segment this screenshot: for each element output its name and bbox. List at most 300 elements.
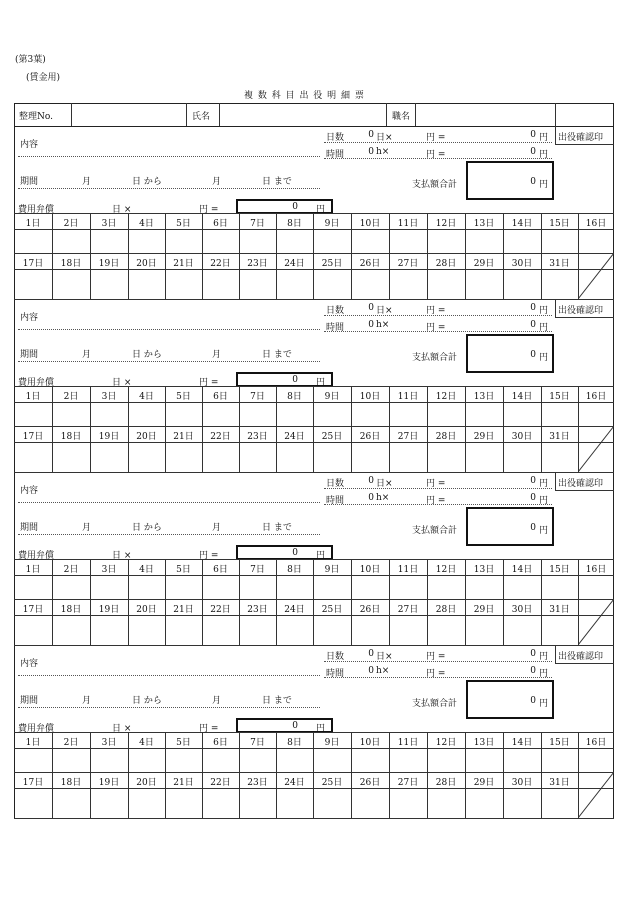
day-cell[interactable] bbox=[465, 402, 503, 426]
nissu-label: 日数 bbox=[326, 306, 345, 316]
day-cell[interactable] bbox=[52, 788, 90, 818]
header-divider bbox=[555, 103, 556, 126]
day-label: 26日 bbox=[359, 778, 381, 788]
jikan-amount-unit: 円 bbox=[539, 323, 549, 333]
kikan-month-2: 月 bbox=[212, 350, 222, 360]
day-label: 15日 bbox=[549, 392, 570, 402]
day-label: 30日 bbox=[511, 605, 533, 615]
jikan-unit: h× bbox=[376, 666, 390, 676]
day-cell[interactable] bbox=[202, 575, 239, 599]
day-label: 24日 bbox=[284, 259, 305, 269]
jikan-value: 0 bbox=[368, 493, 374, 503]
day-cell[interactable] bbox=[313, 269, 351, 299]
hiyo-amount: 0 bbox=[292, 202, 298, 212]
day-label: 2日 bbox=[63, 738, 79, 748]
day-label: 24日 bbox=[284, 432, 305, 442]
day-cell[interactable] bbox=[578, 402, 614, 426]
day-label: 21日 bbox=[173, 605, 194, 615]
day-label: 7日 bbox=[250, 392, 265, 402]
nissu-underline bbox=[324, 315, 552, 316]
day-cell[interactable] bbox=[427, 442, 465, 472]
jikan-label: 時間 bbox=[326, 150, 345, 160]
day-cell[interactable] bbox=[313, 615, 351, 645]
nissu-value: 0 bbox=[368, 303, 374, 313]
nissu-label: 日数 bbox=[326, 652, 345, 662]
slash-line bbox=[578, 599, 614, 645]
day-label: 27日 bbox=[397, 432, 419, 442]
day-cell[interactable] bbox=[389, 229, 427, 253]
day-cell[interactable] bbox=[52, 748, 90, 772]
total-value: 0 bbox=[530, 696, 536, 706]
grid-line bbox=[14, 818, 614, 819]
hiyo-days: 日 × bbox=[112, 205, 132, 215]
day-label: 11日 bbox=[397, 738, 419, 748]
kikan-month-2: 月 bbox=[212, 696, 222, 706]
day-cell[interactable] bbox=[239, 748, 276, 772]
day-cell[interactable] bbox=[351, 442, 389, 472]
day-label: 28日 bbox=[435, 605, 457, 615]
day-cell[interactable] bbox=[313, 575, 351, 599]
confirm-label: 出役確認印 bbox=[558, 479, 604, 489]
nissu-value: 0 bbox=[368, 476, 374, 486]
day-cell[interactable] bbox=[276, 229, 313, 253]
day-cell[interactable] bbox=[90, 615, 128, 645]
naiyo-underline bbox=[18, 675, 320, 676]
day-label: 6日 bbox=[213, 565, 228, 575]
day-cell[interactable] bbox=[202, 788, 239, 818]
jikan-underline bbox=[324, 677, 552, 678]
jikan-amount-unit: 円 bbox=[539, 150, 549, 160]
day-label: 9日 bbox=[324, 392, 340, 402]
empty-cell-slash bbox=[578, 772, 614, 818]
day-cell[interactable] bbox=[313, 442, 351, 472]
day-label: 28日 bbox=[435, 432, 457, 442]
day-label: 25日 bbox=[321, 778, 343, 788]
total-label: 支払額合計 bbox=[412, 180, 458, 190]
day-cell[interactable] bbox=[14, 575, 52, 599]
kikan-label: 期間 bbox=[20, 350, 39, 360]
day-cell[interactable] bbox=[128, 615, 165, 645]
jikan-underline bbox=[324, 504, 552, 505]
day-cell[interactable] bbox=[578, 748, 614, 772]
day-label: 26日 bbox=[359, 259, 381, 269]
day-label: 7日 bbox=[250, 738, 265, 748]
kikan-month-2: 月 bbox=[212, 177, 222, 187]
day-cell[interactable] bbox=[276, 442, 313, 472]
day-label: 25日 bbox=[321, 432, 343, 442]
day-label: 19日 bbox=[98, 432, 120, 442]
day-cell[interactable] bbox=[165, 442, 202, 472]
jikan-label: 時間 bbox=[326, 669, 345, 679]
hiyo-amount-unit: 円 bbox=[316, 551, 326, 561]
day-label: 23日 bbox=[247, 432, 268, 442]
day-label: 8日 bbox=[287, 565, 302, 575]
day-label: 6日 bbox=[213, 392, 228, 402]
day-cell[interactable] bbox=[128, 402, 165, 426]
day-cell[interactable] bbox=[276, 788, 313, 818]
day-cell[interactable] bbox=[389, 615, 427, 645]
kikan-day-2: 日 まで bbox=[262, 350, 292, 360]
kikan-day-2: 日 まで bbox=[262, 523, 292, 533]
day-cell[interactable] bbox=[503, 229, 541, 253]
day-cell[interactable] bbox=[313, 788, 351, 818]
day-label: 23日 bbox=[247, 259, 268, 269]
day-cell[interactable] bbox=[52, 229, 90, 253]
day-cell[interactable] bbox=[239, 402, 276, 426]
day-cell[interactable] bbox=[276, 402, 313, 426]
hiyo-amount: 0 bbox=[292, 721, 298, 731]
day-cell[interactable] bbox=[578, 229, 614, 253]
kikan-label: 期間 bbox=[20, 696, 39, 706]
day-label: 13日 bbox=[473, 219, 495, 229]
kikan-month-1: 月 bbox=[82, 177, 92, 187]
day-cell[interactable] bbox=[239, 575, 276, 599]
day-label: 5日 bbox=[176, 565, 191, 575]
day-cell[interactable] bbox=[503, 575, 541, 599]
day-cell[interactable] bbox=[239, 615, 276, 645]
day-cell[interactable] bbox=[90, 402, 128, 426]
kikan-month-1: 月 bbox=[82, 696, 92, 706]
day-cell[interactable] bbox=[351, 269, 389, 299]
kikan-label: 期間 bbox=[20, 177, 39, 187]
day-cell[interactable] bbox=[427, 575, 465, 599]
day-cell[interactable] bbox=[128, 229, 165, 253]
day-label: 16日 bbox=[585, 219, 607, 229]
total-unit: 円 bbox=[539, 180, 549, 190]
hiyo-yen: 円 = bbox=[199, 551, 219, 561]
day-label: 3日 bbox=[101, 565, 117, 575]
day-cell[interactable] bbox=[351, 402, 389, 426]
day-cell[interactable] bbox=[427, 788, 465, 818]
day-label: 18日 bbox=[60, 432, 82, 442]
day-cell[interactable] bbox=[14, 269, 52, 299]
header-divider bbox=[71, 103, 72, 126]
jikan-value: 0 bbox=[368, 320, 374, 330]
day-cell[interactable] bbox=[165, 575, 202, 599]
jikan-amount: 0 bbox=[530, 666, 536, 676]
day-cell[interactable] bbox=[389, 442, 427, 472]
day-label: 31日 bbox=[549, 259, 570, 269]
day-cell[interactable] bbox=[541, 229, 578, 253]
day-cell[interactable] bbox=[503, 788, 541, 818]
hiyo-label: 費用弁償 bbox=[18, 205, 55, 215]
jikan-amount-unit: 円 bbox=[539, 496, 549, 506]
total-value: 0 bbox=[530, 523, 536, 533]
day-cell[interactable] bbox=[90, 442, 128, 472]
day-cell[interactable] bbox=[427, 402, 465, 426]
day-cell[interactable] bbox=[427, 748, 465, 772]
day-cell[interactable] bbox=[541, 748, 578, 772]
day-cell[interactable] bbox=[541, 575, 578, 599]
day-cell[interactable] bbox=[541, 615, 578, 645]
day-cell[interactable] bbox=[90, 269, 128, 299]
day-label: 13日 bbox=[473, 565, 495, 575]
day-cell[interactable] bbox=[52, 402, 90, 426]
day-cell[interactable] bbox=[578, 575, 614, 599]
day-label: 27日 bbox=[397, 605, 419, 615]
grid-line bbox=[14, 772, 614, 773]
day-cell[interactable] bbox=[202, 269, 239, 299]
day-cell[interactable] bbox=[14, 615, 52, 645]
day-cell[interactable] bbox=[165, 229, 202, 253]
day-label: 22日 bbox=[210, 605, 231, 615]
day-label: 25日 bbox=[321, 259, 343, 269]
day-cell[interactable] bbox=[128, 442, 165, 472]
day-label: 1日 bbox=[25, 565, 41, 575]
day-label: 18日 bbox=[60, 259, 82, 269]
day-cell[interactable] bbox=[14, 442, 52, 472]
day-cell[interactable] bbox=[276, 575, 313, 599]
hiyo-label: 費用弁償 bbox=[18, 724, 55, 734]
empty-cell-slash bbox=[578, 253, 614, 299]
day-label: 23日 bbox=[247, 778, 268, 788]
hiyo-yen: 円 = bbox=[199, 205, 219, 215]
day-label: 8日 bbox=[287, 738, 302, 748]
empty-cell-slash bbox=[578, 599, 614, 645]
day-cell[interactable] bbox=[52, 269, 90, 299]
jikan-value: 0 bbox=[368, 147, 374, 157]
day-label: 23日 bbox=[247, 605, 268, 615]
day-cell[interactable] bbox=[202, 442, 239, 472]
day-label: 12日 bbox=[435, 738, 457, 748]
day-label: 29日 bbox=[473, 605, 495, 615]
day-cell[interactable] bbox=[465, 788, 503, 818]
day-cell[interactable] bbox=[427, 615, 465, 645]
day-label: 11日 bbox=[397, 219, 419, 229]
day-cell[interactable] bbox=[165, 748, 202, 772]
kikan-day-1: 日 から bbox=[132, 696, 162, 706]
day-cell[interactable] bbox=[90, 575, 128, 599]
confirm-underline bbox=[555, 663, 614, 664]
kikan-month-2: 月 bbox=[212, 523, 222, 533]
jikan-amount: 0 bbox=[530, 147, 536, 157]
day-cell[interactable] bbox=[14, 788, 52, 818]
day-cell[interactable] bbox=[465, 575, 503, 599]
day-label: 6日 bbox=[213, 738, 228, 748]
shokumei-label: 職名 bbox=[392, 112, 411, 122]
day-cell[interactable] bbox=[351, 615, 389, 645]
day-label: 24日 bbox=[284, 778, 305, 788]
day-cell[interactable] bbox=[503, 748, 541, 772]
day-cell[interactable] bbox=[313, 748, 351, 772]
day-cell[interactable] bbox=[503, 402, 541, 426]
day-label: 10日 bbox=[359, 219, 381, 229]
day-cell[interactable] bbox=[541, 402, 578, 426]
day-cell[interactable] bbox=[427, 269, 465, 299]
day-label: 28日 bbox=[435, 778, 457, 788]
day-cell[interactable] bbox=[239, 442, 276, 472]
day-label: 12日 bbox=[435, 565, 457, 575]
day-label: 2日 bbox=[63, 219, 79, 229]
day-cell[interactable] bbox=[427, 229, 465, 253]
day-cell[interactable] bbox=[90, 748, 128, 772]
day-cell[interactable] bbox=[239, 229, 276, 253]
day-cell[interactable] bbox=[165, 615, 202, 645]
day-cell[interactable] bbox=[128, 748, 165, 772]
day-label: 27日 bbox=[397, 778, 419, 788]
naiyo-underline bbox=[18, 502, 320, 503]
day-cell[interactable] bbox=[276, 748, 313, 772]
day-label: 31日 bbox=[549, 432, 570, 442]
hiyo-amount-unit: 円 bbox=[316, 378, 326, 388]
day-cell[interactable] bbox=[202, 748, 239, 772]
day-cell[interactable] bbox=[465, 442, 503, 472]
day-cell[interactable] bbox=[14, 229, 52, 253]
day-cell[interactable] bbox=[503, 615, 541, 645]
confirm-divider bbox=[555, 299, 556, 317]
day-cell[interactable] bbox=[14, 402, 52, 426]
day-label: 29日 bbox=[473, 259, 495, 269]
day-cell[interactable] bbox=[276, 615, 313, 645]
day-cell[interactable] bbox=[313, 229, 351, 253]
day-cell[interactable] bbox=[90, 788, 128, 818]
hiyo-days: 日 × bbox=[112, 724, 132, 734]
day-cell[interactable] bbox=[202, 229, 239, 253]
day-cell[interactable] bbox=[276, 269, 313, 299]
nissu-amount: 0 bbox=[530, 130, 536, 140]
day-label: 17日 bbox=[22, 259, 44, 269]
kikan-underline bbox=[18, 534, 320, 535]
nissu-amount-unit: 円 bbox=[539, 652, 549, 662]
empty-cell-slash bbox=[578, 426, 614, 472]
jikan-amount-unit: 円 bbox=[539, 669, 549, 679]
total-unit: 円 bbox=[539, 699, 549, 709]
day-label: 10日 bbox=[359, 392, 381, 402]
grid-line bbox=[14, 299, 614, 300]
day-label: 22日 bbox=[210, 432, 231, 442]
day-label: 20日 bbox=[136, 778, 157, 788]
day-cell[interactable] bbox=[202, 615, 239, 645]
day-cell[interactable] bbox=[239, 788, 276, 818]
day-cell[interactable] bbox=[389, 402, 427, 426]
day-cell[interactable] bbox=[128, 788, 165, 818]
day-cell[interactable] bbox=[541, 269, 578, 299]
grid-line bbox=[14, 645, 614, 646]
day-cell[interactable] bbox=[52, 442, 90, 472]
day-label: 22日 bbox=[210, 778, 231, 788]
day-cell[interactable] bbox=[465, 229, 503, 253]
day-cell[interactable] bbox=[165, 402, 202, 426]
jikan-underline bbox=[324, 331, 552, 332]
day-label: 14日 bbox=[511, 219, 533, 229]
day-label: 21日 bbox=[173, 778, 194, 788]
day-label: 4日 bbox=[139, 219, 154, 229]
form-type: (賃金用) bbox=[26, 73, 61, 83]
jikan-unit: h× bbox=[376, 493, 390, 503]
day-cell[interactable] bbox=[465, 269, 503, 299]
day-label: 27日 bbox=[397, 259, 419, 269]
day-cell[interactable] bbox=[165, 788, 202, 818]
day-label: 30日 bbox=[511, 432, 533, 442]
header-bottom-line bbox=[14, 126, 614, 127]
day-label: 31日 bbox=[549, 605, 570, 615]
day-cell[interactable] bbox=[465, 748, 503, 772]
day-cell[interactable] bbox=[351, 788, 389, 818]
day-cell[interactable] bbox=[14, 748, 52, 772]
day-cell[interactable] bbox=[503, 442, 541, 472]
day-cell[interactable] bbox=[351, 575, 389, 599]
hiyo-yen: 円 = bbox=[199, 378, 219, 388]
total-value: 0 bbox=[530, 350, 536, 360]
hiyo-label: 費用弁償 bbox=[18, 378, 55, 388]
day-cell[interactable] bbox=[128, 575, 165, 599]
nissu-underline bbox=[324, 142, 552, 143]
kikan-underline bbox=[18, 188, 320, 189]
day-cell[interactable] bbox=[313, 402, 351, 426]
nissu-yen: 円 = bbox=[426, 479, 446, 489]
nissu-label: 日数 bbox=[326, 133, 345, 143]
day-cell[interactable] bbox=[128, 269, 165, 299]
day-label: 29日 bbox=[473, 432, 495, 442]
day-label: 3日 bbox=[101, 219, 117, 229]
day-label: 20日 bbox=[136, 432, 157, 442]
day-label: 20日 bbox=[136, 259, 157, 269]
grid-line bbox=[14, 253, 614, 254]
day-label: 1日 bbox=[25, 738, 41, 748]
day-cell[interactable] bbox=[239, 269, 276, 299]
day-cell[interactable] bbox=[465, 615, 503, 645]
day-cell[interactable] bbox=[351, 229, 389, 253]
day-label: 16日 bbox=[585, 565, 607, 575]
day-cell[interactable] bbox=[389, 748, 427, 772]
day-cell[interactable] bbox=[541, 788, 578, 818]
day-cell[interactable] bbox=[351, 748, 389, 772]
day-label: 7日 bbox=[250, 219, 265, 229]
form-number: (第3葉) bbox=[15, 55, 46, 65]
nissu-yen: 円 = bbox=[426, 306, 446, 316]
day-label: 29日 bbox=[473, 778, 495, 788]
day-label: 24日 bbox=[284, 605, 305, 615]
nissu-yen: 円 = bbox=[426, 133, 446, 143]
day-label: 3日 bbox=[101, 392, 117, 402]
day-cell[interactable] bbox=[165, 269, 202, 299]
day-label: 30日 bbox=[511, 778, 533, 788]
seiri-label: 整理No. bbox=[19, 112, 53, 122]
day-cell[interactable] bbox=[90, 229, 128, 253]
naiyo-underline bbox=[18, 329, 320, 330]
confirm-divider bbox=[555, 126, 556, 144]
grid-line bbox=[14, 426, 614, 427]
nissu-yen: 円 = bbox=[426, 652, 446, 662]
nissu-amount-unit: 円 bbox=[539, 479, 549, 489]
day-label: 9日 bbox=[324, 738, 340, 748]
day-label: 1日 bbox=[25, 392, 41, 402]
hiyo-yen: 円 = bbox=[199, 724, 219, 734]
naiyo-label: 内容 bbox=[20, 313, 39, 323]
hiyo-days: 日 × bbox=[112, 378, 132, 388]
day-cell[interactable] bbox=[389, 269, 427, 299]
day-cell[interactable] bbox=[389, 788, 427, 818]
day-label: 14日 bbox=[511, 392, 533, 402]
day-label: 31日 bbox=[549, 778, 570, 788]
day-cell[interactable] bbox=[503, 269, 541, 299]
day-cell[interactable] bbox=[52, 615, 90, 645]
day-cell[interactable] bbox=[52, 575, 90, 599]
day-label: 22日 bbox=[210, 259, 231, 269]
day-label: 1日 bbox=[25, 219, 41, 229]
day-label: 9日 bbox=[324, 219, 340, 229]
day-cell[interactable] bbox=[541, 442, 578, 472]
jikan-yen: 円 = bbox=[426, 669, 446, 679]
header-divider bbox=[386, 103, 387, 126]
day-label: 8日 bbox=[287, 392, 302, 402]
total-label: 支払額合計 bbox=[412, 526, 458, 536]
naiyo-underline bbox=[18, 156, 320, 157]
day-cell[interactable] bbox=[202, 402, 239, 426]
day-label: 19日 bbox=[98, 605, 120, 615]
day-cell[interactable] bbox=[389, 575, 427, 599]
hiyo-days: 日 × bbox=[112, 551, 132, 561]
